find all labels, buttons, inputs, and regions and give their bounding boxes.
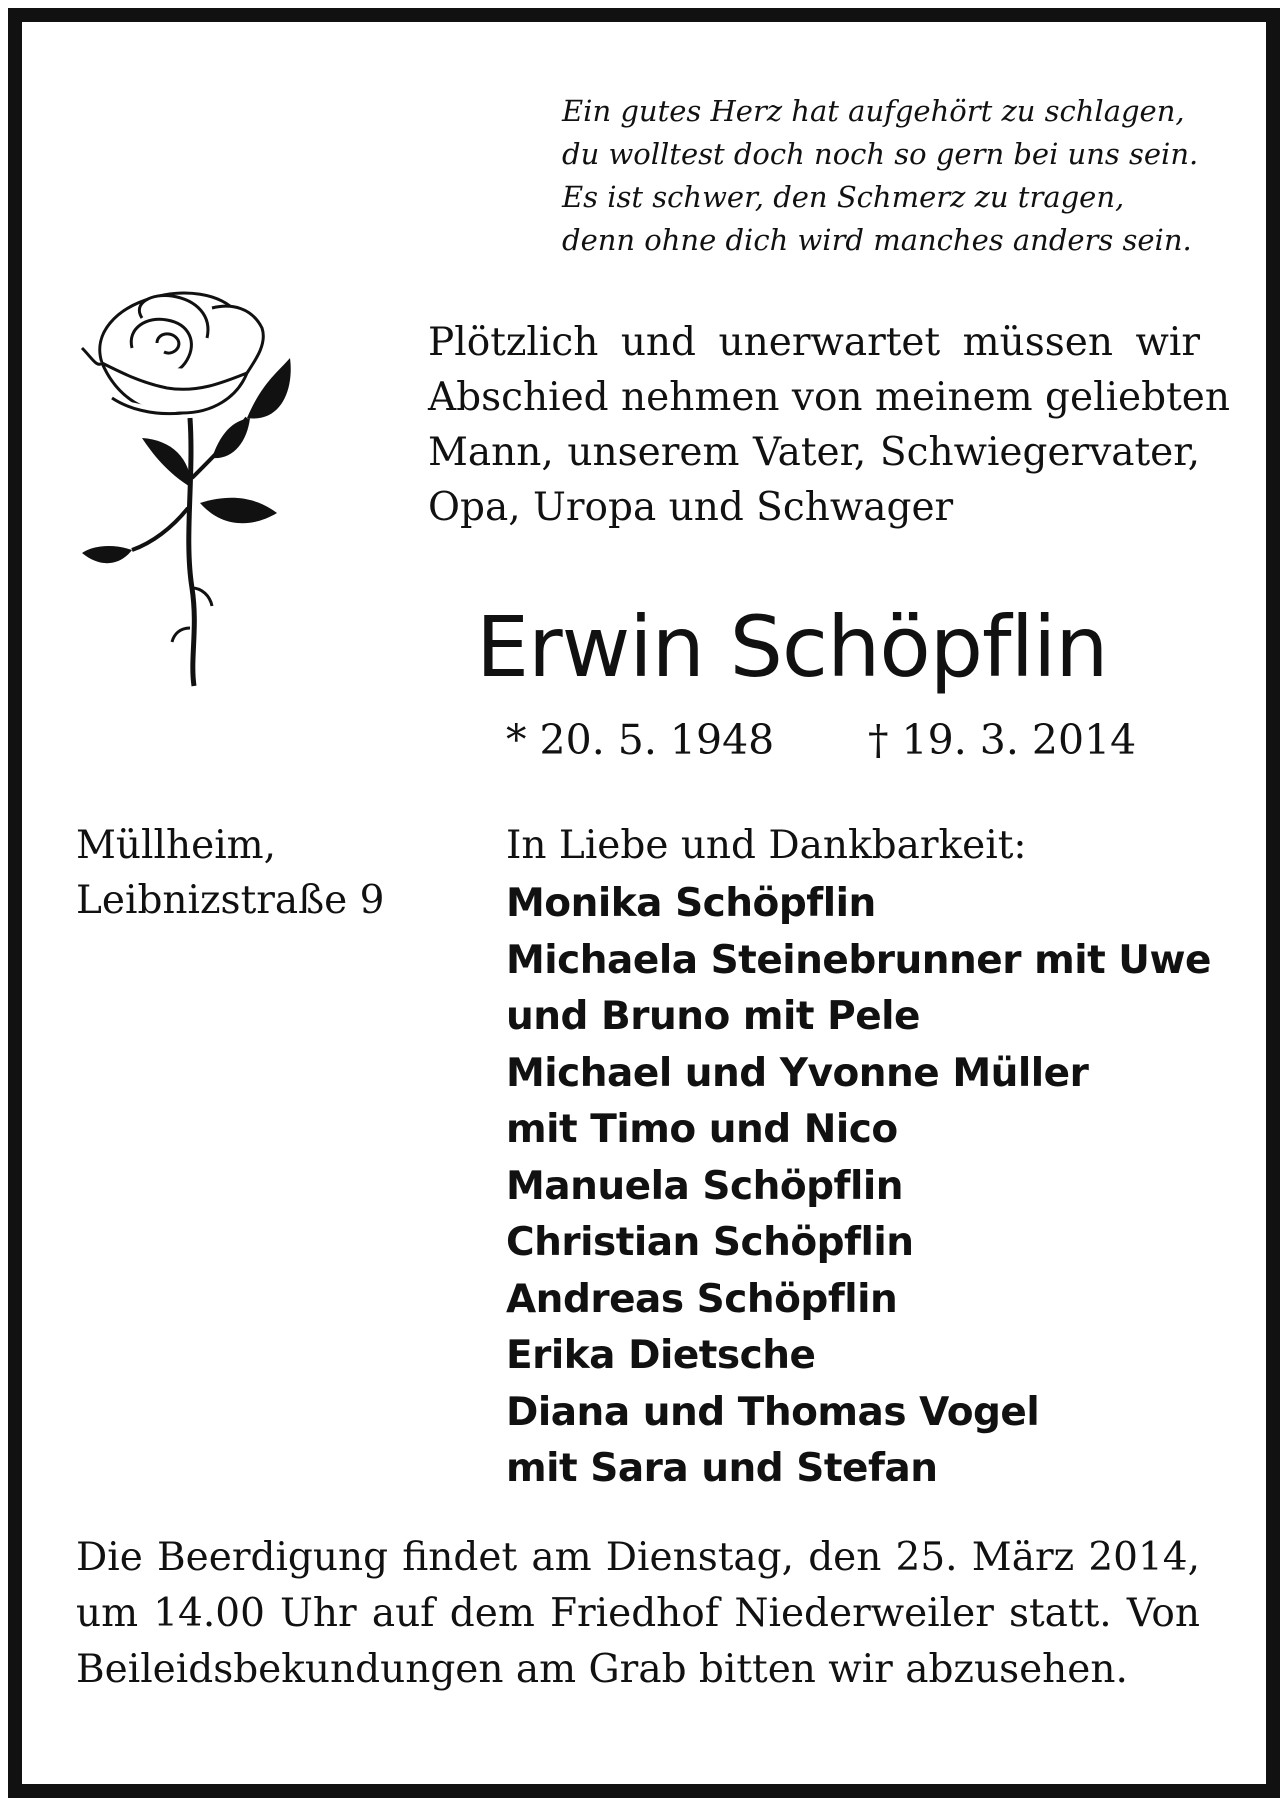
mourner-line: Monika Schöpflin (506, 881, 876, 926)
deceased-name: Erwin Schöpflin (476, 598, 1108, 696)
intro-line: Plötzlich und unerwartet müssen wir (428, 320, 1200, 365)
mourner-line: Manuela Schöpflin (506, 1163, 904, 1209)
mourner-line: Michaela Steinebrunner mit Uwe (506, 937, 1211, 983)
mourner-line: Andreas Schöpflin (506, 1276, 898, 1322)
intro-line: Mann, unserem Vater, Schwiegervater, (428, 430, 1200, 475)
mourner-line: und Bruno mit Pele (506, 994, 920, 1039)
funeral-notice (76, 1530, 1200, 1698)
funeral-line: um 14.00 Uhr auf dem Friedhof Niederweiler statt. Von (76, 1591, 1200, 1636)
poem-line: du wolltest doch noch so gern bei uns sein. (562, 137, 1199, 171)
poem-line: denn ohne dich wird manches anders sein. (562, 223, 1192, 257)
rose-icon (72, 288, 332, 688)
death-date: † 19. 3. 2014 (868, 716, 1137, 764)
poem (562, 90, 1198, 262)
poem-line: Es ist schwer, den Schmerz zu tragen, (562, 180, 1125, 214)
mourners-label: In Liebe und Dankbarkeit: (506, 823, 1027, 868)
mourner-line: mit Sara und Stefan (506, 1446, 938, 1491)
birth-date: * 20. 5. 1948 (506, 716, 775, 764)
funeral-line: Die Beerdigung findet am Dienstag, den 25. März 2014, (76, 1535, 1200, 1580)
mourner-line: Michael und Yvonne Müller (506, 1050, 1089, 1096)
address-street: Leibnizstraße 9 (76, 878, 385, 923)
address-city: Müllheim, (76, 823, 277, 868)
intro-line: Abschied nehmen von meinem geliebten (428, 375, 1230, 420)
mourners-list (506, 876, 1211, 1498)
address (76, 818, 384, 928)
intro-line: Opa, Uropa und Schwager (428, 485, 954, 530)
mourner-line: mit Timo und Nico (506, 1107, 898, 1152)
intro-text (428, 315, 1230, 535)
funeral-line: Beileidsbekundungen am Grab bitten wir abzusehen. (76, 1647, 1128, 1692)
mourner-line: Christian Schöpflin (506, 1220, 914, 1265)
poem-line: Ein gutes Herz hat aufgehört zu schlagen, (562, 94, 1185, 128)
mourner-line: Diana und Thomas Vogel (506, 1389, 1040, 1435)
mourner-line: Erika Dietsche (506, 1333, 816, 1378)
